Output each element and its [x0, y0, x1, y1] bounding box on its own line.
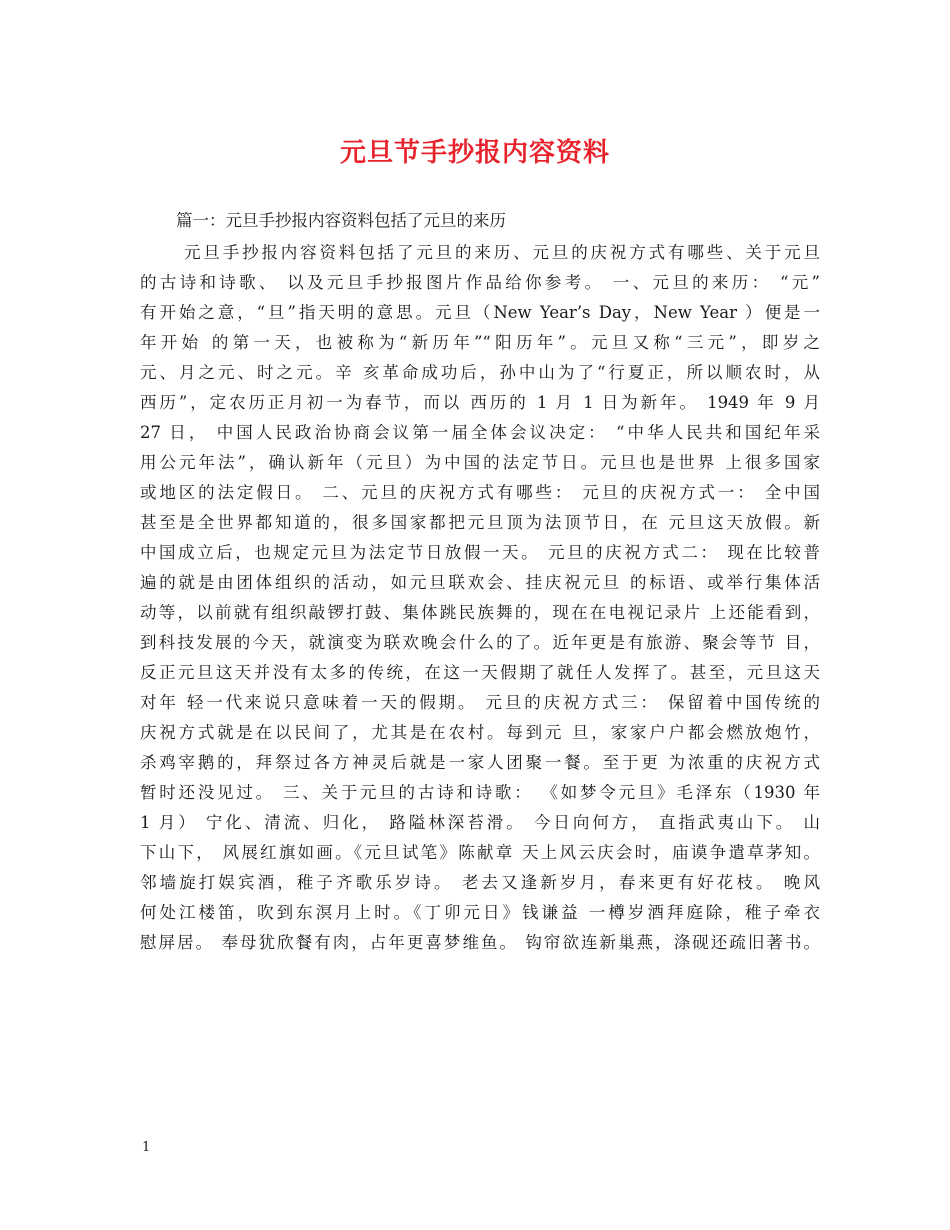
body-line: 对年 轻一代来说只意味着一天的假期。 元旦的庆祝方式三： 保留着中国传统的	[140, 693, 820, 712]
body-text	[140, 238, 820, 958]
body-line: 慰屏居。 奉母犹欣餐有肉，占年更喜梦维鱼。 钩帘欲连新巢燕，涤砚还疏旧著书。	[140, 933, 820, 952]
body-line: 到科技发展的今天，就演变为联欢晚会什么的了。近年更是有旅游、聚会等节 目，	[140, 633, 820, 652]
body-line: 或地区的法定假日。 二、元旦的庆祝方式有哪些： 元旦的庆祝方式一： 全中国	[140, 483, 820, 502]
document-title: 元旦节手抄报内容资料	[339, 138, 610, 168]
body-line: 杀鸡宰鹅的，拜祭过各方神灵后就是一家人团聚一餐。至于更 为浓重的庆祝方式	[140, 753, 820, 772]
body-line: 27 日， 中国人民政治协商会议第一届全体会议决定： “中华人民共和国纪年采	[140, 423, 820, 442]
body-line: 有开始之意，“旦”指天明的意思。元旦（New Year’s Day，New Year ）便是一	[140, 303, 820, 322]
body-line: 反正元旦这天并没有太多的传统，在这一天假期了就任人发挥了。甚至，元旦这天	[140, 663, 820, 682]
body-line: 用公元年法”，确认新年（元旦）为中国的法定节日。元旦也是世界 上很多国家	[140, 453, 820, 472]
body-line: 动等，以前就有组织敲锣打鼓、集体跳民族舞的，现在在电视记录片 上还能看到，	[140, 603, 820, 622]
body-line: 甚至是全世界都知道的，很多国家都把元旦顶为法顶节日，在 元旦这天放假。新	[140, 513, 820, 532]
body-line: 年开始 的第一天，也被称为“新历年”“阳历年”。元旦又称“三元”，即岁之	[140, 333, 820, 352]
page-number: 1	[142, 1140, 151, 1155]
body-line: 中国成立后，也规定元旦为法定节日放假一天。 元旦的庆祝方式二： 现在比较普	[140, 543, 820, 562]
body-line: 遍的就是由团体组织的活动，如元旦联欢会、挂庆祝元旦 的标语、或举行集体活	[140, 573, 820, 592]
body-line: 西历”，定农历正月初一为春节，而以 西历的 1 月 1 日为新年。 1949 年 9 月	[140, 393, 820, 412]
body-line: 元旦手抄报内容资料包括了元旦的来历、元旦的庆祝方式有哪些、关于元旦	[184, 243, 820, 262]
body-line: 庆祝方式就是在以民间了，尤其是在农村。每到元 旦，家家户户都会燃放炮竹，	[140, 723, 820, 742]
body-line: 的古诗和诗歌、 以及元旦手抄报图片作品给你参考。 一、元旦的来历： “元”	[140, 273, 820, 292]
body-line: 1 月） 宁化、清流、归化， 路隘林深苔滑。 今日向何方， 直指武夷山下。 山	[140, 813, 820, 832]
body-line: 元、月之元、时之元。辛 亥革命成功后，孙中山为了“行夏正，所以顺农时，从	[140, 363, 820, 382]
body-line: 邻墙旋打娱宾酒，稚子齐歌乐岁诗。 老去又逢新岁月，春来更有好花枝。 晚风	[140, 873, 820, 892]
body-line: 何处江楼笛，吹到东溟月上时。《丁卯元日》钱谦益 一樽岁酒拜庭除，稚子牵衣	[140, 903, 820, 922]
body-line: 下山下， 风展红旗如画。《元旦试笔》陈献章 天上风云庆会时，庙谟争遣草茅知。	[140, 843, 820, 862]
body-line: 暂时还没见过。 三、关于元旦的古诗和诗歌： 《如梦令元旦》毛泽东（1930 年	[140, 783, 820, 802]
section-heading: 篇一：元旦手抄报内容资料包括了元旦的来历	[176, 211, 506, 230]
